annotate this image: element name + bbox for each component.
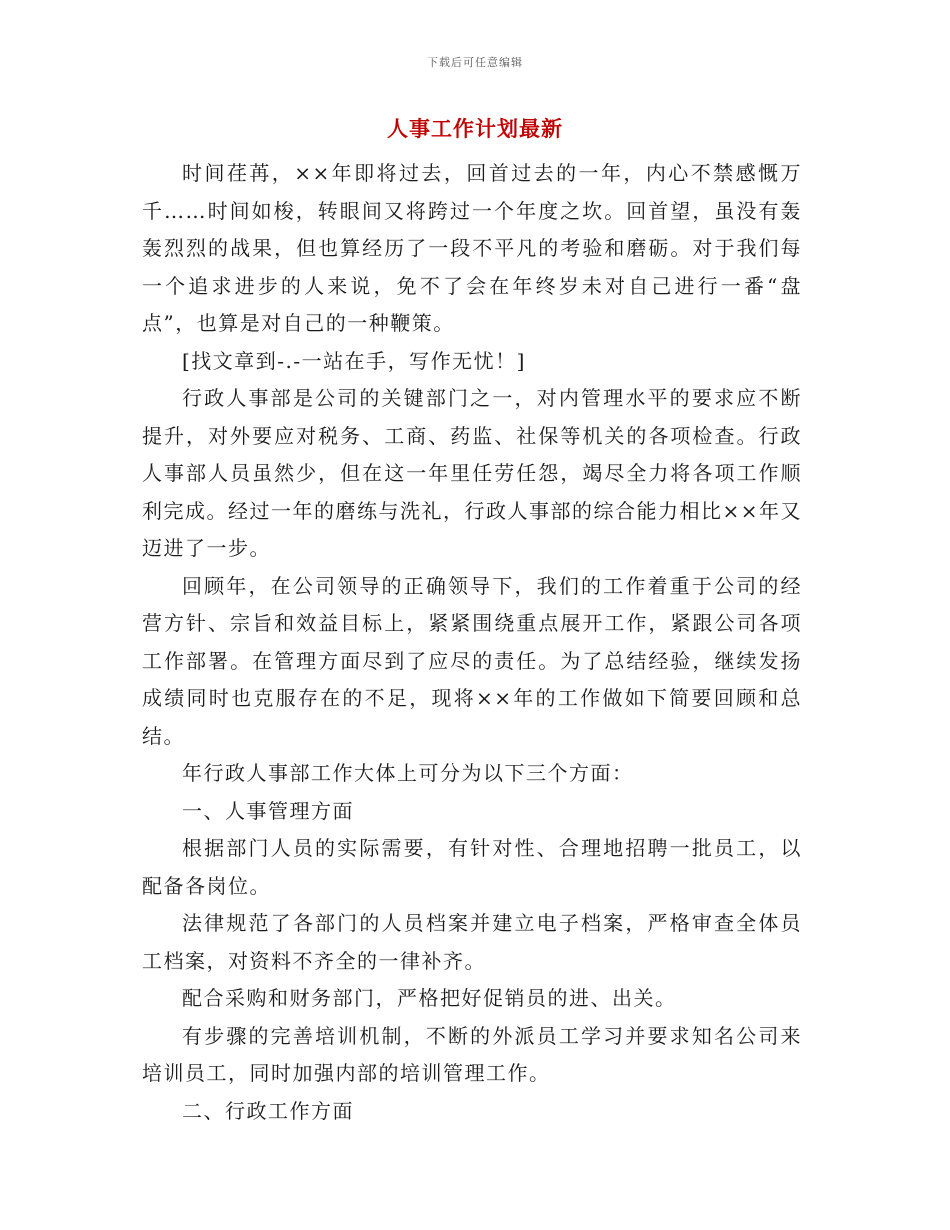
header-note: 下载后可任意编辑: [427, 56, 523, 69]
paragraph-review: 回顾年，在公司领导的正确领导下，我们的工作着重于公司的经营方针、宗旨和效益目标上，紧紧围绕重点展开工作，紧跟公司各项工作部署。在管理方面尽到了应尽的责任。为了总结经验，继续发扬成绩同时也克服存在的不足，现将××年的工作做如下简要回顾和总结。: [142, 573, 802, 748]
document-title: 人事工作计划最新: [387, 116, 563, 141]
paragraph-recruitment: 根据部门人员的实际需要，有针对性、合理地招聘一批员工，以配备各岗位。: [142, 836, 802, 898]
paragraph-archives: 法律规范了各部门的人员档案并建立电子档案，严格审查全体员工档案，对资料不齐全的一律补齐。: [142, 911, 802, 973]
document-body: [142, 155, 802, 1130]
paragraph-intro: 时间荏苒，××年即将过去，回首过去的一年，内心不禁感慨万千……时间如梭，转眼间又将跨过一个年度之坎。回首望，虽没有轰轰烈烈的战果，但也算经历了一段不平凡的考验和磨砺。对于我们每一个追求进步的人来说，免不了会在年终岁未对自己进行一番“盘点”，也算是对自己的一种鞭策。: [142, 161, 802, 335]
paragraph-promoters: 配合采购和财务部门，严格把好促销员的进、出关。: [182, 986, 677, 1010]
section-heading-admin: 二、行政工作方面: [182, 1098, 354, 1123]
paragraph-overview: 年行政人事部工作大体上可分为以下三个方面：: [182, 761, 634, 785]
paragraph-department: 行政人事部是公司的关键部门之一，对内管理水平的要求应不断提升，对外要应对税务、工商、药监、社保等机关的各项检查。行政人事部人员虽然少，但在这一年里任劳任怨，竭尽全力将各项工作顺利完成。经过一年的磨练与洗礼，行政人事部的综合能力相比××年又迈进了一步。: [142, 386, 803, 560]
section-heading-hr: 一、人事管理方面: [182, 798, 354, 823]
paragraph-slogan: [找文章到-.-一站在手，写作无忧！]: [182, 348, 526, 373]
paragraph-training: 有步骤的完善培训机制，不断的外派员工学习并要求知名公司来培训员工，同时加强内部的培训管理工作。: [142, 1023, 802, 1085]
